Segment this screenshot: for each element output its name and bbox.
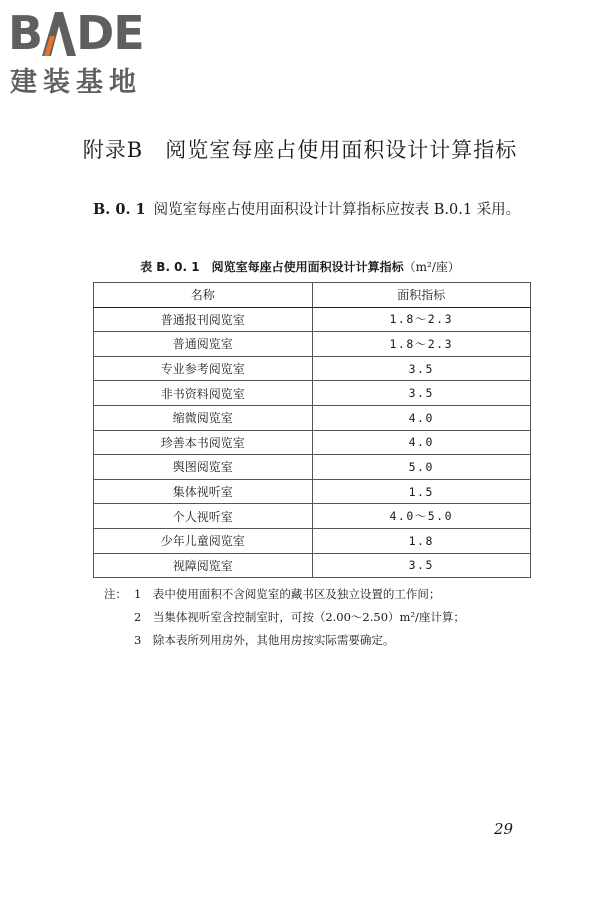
table-row [94, 504, 531, 529]
logo-letter-b: B [8, 6, 43, 60]
room-name-cell: 专业参考阅览室 [94, 356, 313, 381]
area-index-cell: 4.0 [312, 430, 531, 455]
logo-wordmark [8, 4, 144, 58]
room-name-cell: 视障阅览室 [94, 553, 313, 578]
room-name-cell: 集体视听室 [94, 479, 313, 504]
room-name-cell: 珍善本书阅览室 [94, 430, 313, 455]
table-caption-title: 表 B. 0. 1 阅览室每座占使用面积设计计算指标 [140, 260, 404, 274]
logo-a-icon [42, 12, 76, 56]
note-index: 1 [134, 587, 142, 601]
note-text: 表中使用面积不含阅览室的藏书区及独立设置的工作间； [152, 587, 441, 601]
area-index-cell: 4.0 [312, 405, 531, 430]
room-name-cell: 普通阅览室 [94, 332, 313, 357]
table-row [94, 307, 531, 332]
area-index-cell: 1.8 [312, 528, 531, 553]
logo-letter-a [42, 8, 76, 58]
room-name-cell: 个人视听室 [94, 504, 313, 529]
area-index-cell: 4.0～5.0 [312, 504, 531, 529]
table-body [94, 307, 531, 578]
room-name-cell: 舆图阅览室 [94, 455, 313, 480]
area-index-table [93, 282, 531, 578]
area-index-cell: 3.5 [312, 356, 531, 381]
table-row [94, 455, 531, 480]
table-row [94, 405, 531, 430]
appendix-title: 附录B 阅览室每座占使用面积设计计算指标 [82, 138, 518, 162]
clause-number: B. 0. 1 [93, 201, 146, 218]
table-row [94, 332, 531, 357]
area-index-cell: 1.8～2.3 [312, 332, 531, 357]
room-name-cell: 普通报刊阅览室 [94, 307, 313, 332]
note-text: 当集体视听室含控制室时，可按（2.00～2.50）m²/座计算； [152, 610, 465, 624]
page-number: 29 [494, 820, 514, 838]
table-row [94, 356, 531, 381]
header-area-index: 面积指标 [312, 283, 531, 308]
note-label: 注： [104, 587, 127, 601]
note-index: 2 [134, 610, 142, 624]
clause-text: 阅览室每座占使用面积设计计算指标应按表 B.0.1 采用。 [153, 202, 521, 218]
area-index-cell: 3.5 [312, 381, 531, 406]
table-row [94, 479, 531, 504]
logo-letter-e: E [113, 6, 144, 60]
table-header-row [94, 283, 531, 308]
room-name-cell: 缩微阅览室 [94, 405, 313, 430]
table-caption [0, 258, 600, 275]
clause-b-0-1 [93, 197, 533, 223]
table-notes [104, 583, 465, 652]
area-index-cell: 5.0 [312, 455, 531, 480]
note-index: 3 [134, 633, 142, 647]
logo-letter-d: D [76, 6, 114, 60]
room-name-cell: 非书资料阅览室 [94, 381, 313, 406]
note-text: 除本表所列用房外，其他用房按实际需要确定。 [152, 633, 395, 647]
area-index-cell: 3.5 [312, 553, 531, 578]
bade-logo [8, 4, 178, 98]
area-index-cell: 1.5 [312, 479, 531, 504]
table-row [94, 528, 531, 553]
note-item [104, 606, 465, 629]
logo-chinese-name: 建装基地 [10, 67, 142, 98]
table-row [94, 553, 531, 578]
table-row [94, 381, 531, 406]
table-row [94, 430, 531, 455]
note-item [104, 583, 465, 606]
table-caption-unit: （m²/座） [403, 260, 460, 274]
note-item [104, 629, 465, 652]
room-name-cell: 少年儿童阅览室 [94, 528, 313, 553]
header-name: 名称 [94, 283, 313, 308]
area-index-cell: 1.8～2.3 [312, 307, 531, 332]
